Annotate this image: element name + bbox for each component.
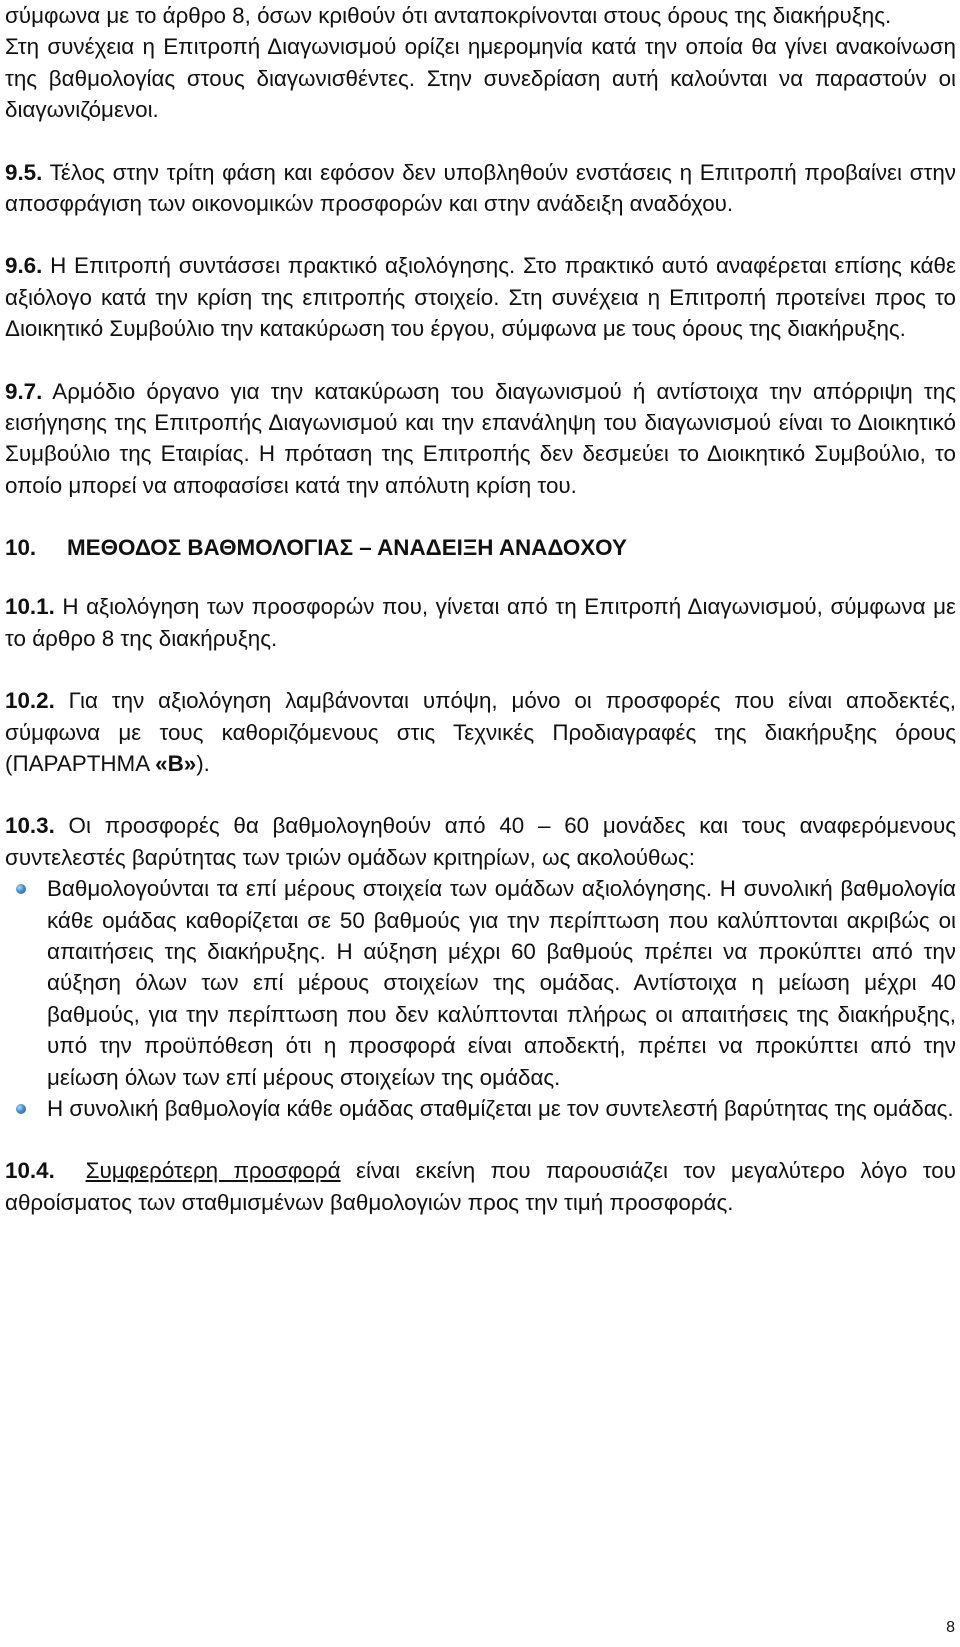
section-9-6-number: 9.6. xyxy=(5,253,43,279)
bullet-icon xyxy=(16,884,26,894)
section-9-7-number: 9.7. xyxy=(5,378,43,404)
bullet-item xyxy=(5,1093,956,1124)
section-10-4 xyxy=(5,1155,956,1218)
section-10-1-number: 10.1. xyxy=(5,594,55,620)
section-10-3 xyxy=(5,810,956,873)
section-10-1 xyxy=(5,591,956,654)
page-number: 8 xyxy=(946,1619,955,1636)
section-10-3-text: Οι προσφορές θα βαθμολογηθούν από 40 – 60 μονάδες και τους αναφερόμενους συντελεστές βαρύτητας των τριών ομάδων κριτηρίων, ως ακολούθως: xyxy=(5,813,956,870)
section-9-5-text: Τέλος στην τρίτη φάση και εφόσον δεν υποβληθούν ενστάσεις η Επιτροπή προβαίνει στην αποσφράγιση των οικονομικών προσφορών και στην ανάδειξη αναδόχου. xyxy=(5,159,956,217)
section-10-heading xyxy=(5,532,956,563)
section-9-6-text: Η Επιτροπή συντάσσει πρακτικό αξιολόγησης. Στο πρακτικό αυτό αναφέρεται επίσης κάθε αξιόλογο κατά την κρίση της επιτροπής στοιχείο. Στη συνέχεια η Επιτροπή προτείνει προς το Διοικητικό Συμβούλιο την κατακύρωση του έργου, σύμφωνα με τους όρους της διακήρυξης. xyxy=(5,253,956,342)
section-10-4-number: 10.4. xyxy=(5,1158,55,1184)
criteria-bullet-list xyxy=(5,873,956,1124)
annex-b-label: «Β» xyxy=(155,750,197,776)
section-9-5-number: 9.5. xyxy=(5,159,43,185)
section-9-5 xyxy=(5,157,956,220)
section-10-2-number: 10.2. xyxy=(5,688,55,714)
section-10-2-end: ). xyxy=(196,750,210,776)
section-10-1-text: Η αξιολόγηση των προσφορών που, γίνεται από τη Επιτροπή Διαγωνισμού, σύμφωνα με το άρθρο 8 της διακήρυξης. xyxy=(5,594,956,651)
section-10-title: ΜΕΘΟΔΟΣ ΒΑΘΜΟΛΟΓΙΑΣ – ΑΝΑΔΕΙΞΗ ΑΝΑΔΟΧΟΥ xyxy=(67,535,627,561)
section-10-3-number: 10.3. xyxy=(5,813,55,839)
bullet-item-text: Η συνολική βαθμολογία κάθε ομάδας σταθμίζεται με τον συντελεστή βαρύτητας της ομάδας. xyxy=(47,1095,954,1121)
section-10-4-text: είναι εκείνη που παρουσιάζει τον μεγαλύτερο λόγο του αθροίσματος των σταθμισμένων βαθμολογιών προς την τιμή προσφοράς. xyxy=(5,1158,956,1215)
section-9-7-text: Αρμόδιο όργανο για την κατακύρωση του διαγωνισμού ή αντίστοιχα την απόρριψη της εισήγησης της Επιτροπής Διαγωνισμού και την επανάληψη του διαγωνισμού είναι το Διοικητικό Συμβούλιο της Εταιρίας. Η πρόταση της Επιτροπής δεν δεσμεύει το Διοικητικό Συμβούλιο, το οποίο μπορεί να αποφασίσει κατά την απόλυτη κρίση του. xyxy=(5,378,956,498)
section-9-7 xyxy=(5,376,956,502)
section-9-6 xyxy=(5,250,956,344)
section-10-4-underlined-term: Συμφερότερη προσφορά xyxy=(85,1158,341,1184)
section-10-number: 10. xyxy=(5,535,37,561)
intro-paragraph-1: σύμφωνα με το άρθρο 8, όσων κριθούν ότι ανταποκρίνονται στους όρους της διακήρυξης. xyxy=(5,3,892,28)
document-body xyxy=(5,0,956,1218)
section-10-2 xyxy=(5,685,956,779)
bullet-item-text: Βαθμολογούνται τα επί μέρους στοιχεία των ομάδων αξιολόγησης. Η συνολική βαθμολογία κάθε ομάδας καθορίζεται σε 50 βαθμούς για την περίπτωση που καλύπτονται ακριβώς οι απαιτήσεις της διακήρυξης. Η αύξηση μέχρι 60 βαθμούς πρέπει να προκύπτει από την αύξηση όλων των επί μέρους στοιχείων της ομάδας. Αντίστοιχα η μείωση μέχρι 40 βαθμούς, για την περίπτωση που δεν καλύπτονται πλήρως οι απαιτήσεις της διακήρυξης, υπό την προϋπόθεση ότι η προσφορά είναι αποδεκτή, πρέπει να προκύπτει από την μείωση όλων των επί μέρους στοιχείων της ομάδας. xyxy=(47,876,956,1090)
intro-paragraph-2: Στη συνέχεια η Επιτροπή Διαγωνισμού ορίζει ημερομηνία κατά την οποία θα γίνει ανακοίνωση της βαθμολογίας στους διαγωνισθέντες. Στην συνεδρίαση αυτή καλούνται να παραστούν οι διαγωνιζόμενοι. xyxy=(5,34,956,123)
bullet-item xyxy=(5,873,956,1093)
section-10-2-text: Για την αξιολόγηση λαμβάνονται υπόψη, μόνο οι προσφορές που είναι αποδεκτές, σύμφωνα με τους καθοριζόμενους στις Τεχνικές Προδιαγραφές της διακήρυξης όρους (ΠΑΡΑΡΤΗΜΑ xyxy=(5,688,956,776)
bullet-icon xyxy=(16,1104,26,1114)
